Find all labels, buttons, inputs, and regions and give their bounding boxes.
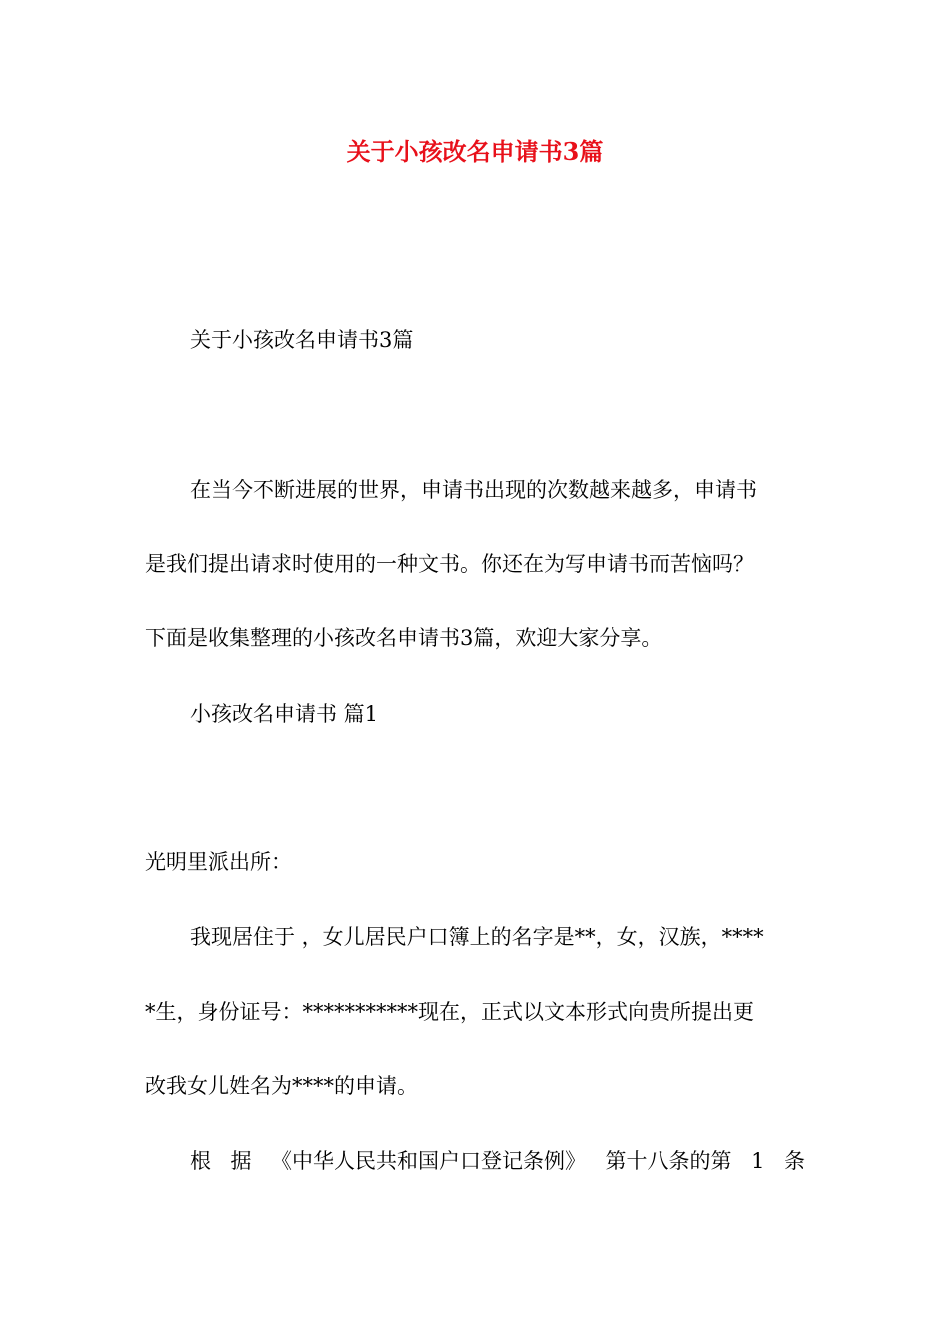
paragraph2-word: 条 xyxy=(783,1149,805,1173)
paragraph2-word: 《中华人民共和国户口登记条例》 xyxy=(271,1149,587,1173)
intro-line-2: 是我们提出请求时使用的一种文书。你还在为写申请书而苦恼吗？ xyxy=(145,552,754,576)
paragraph2-word: 第十八条的第 xyxy=(605,1149,732,1173)
intro-line-1: 在当今不断进展的世界，申请书出现的次数越来越多，申请书 xyxy=(190,478,757,502)
paragraph2-word: 据 xyxy=(230,1149,252,1173)
intro-line-3: 下面是收集整理的小孩改名申请书3篇，欢迎大家分享。 xyxy=(145,626,663,650)
paragraph2-word: 1 xyxy=(751,1149,765,1173)
document-subtitle: 关于小孩改名申请书3篇 xyxy=(190,328,414,352)
salutation: 光明里派出所： xyxy=(145,850,292,874)
section-heading: 小孩改名申请书 篇1 xyxy=(190,702,379,726)
paragraph2-word: 根 xyxy=(190,1149,211,1173)
paragraph1-line-2: *生，身份证号：***********现在，正式以文本形式向贵所提出更 xyxy=(145,1000,754,1024)
paragraph1-line-1: 我现居住于 ，女儿居民户口簿上的名字是**，女，汉族，**** xyxy=(190,925,764,949)
paragraph1-line-3: 改我女儿姓名为****的申请。 xyxy=(145,1074,418,1098)
document-title: 关于小孩改名申请书3篇 xyxy=(346,137,604,166)
paragraph2-line-1 xyxy=(190,1145,805,1177)
